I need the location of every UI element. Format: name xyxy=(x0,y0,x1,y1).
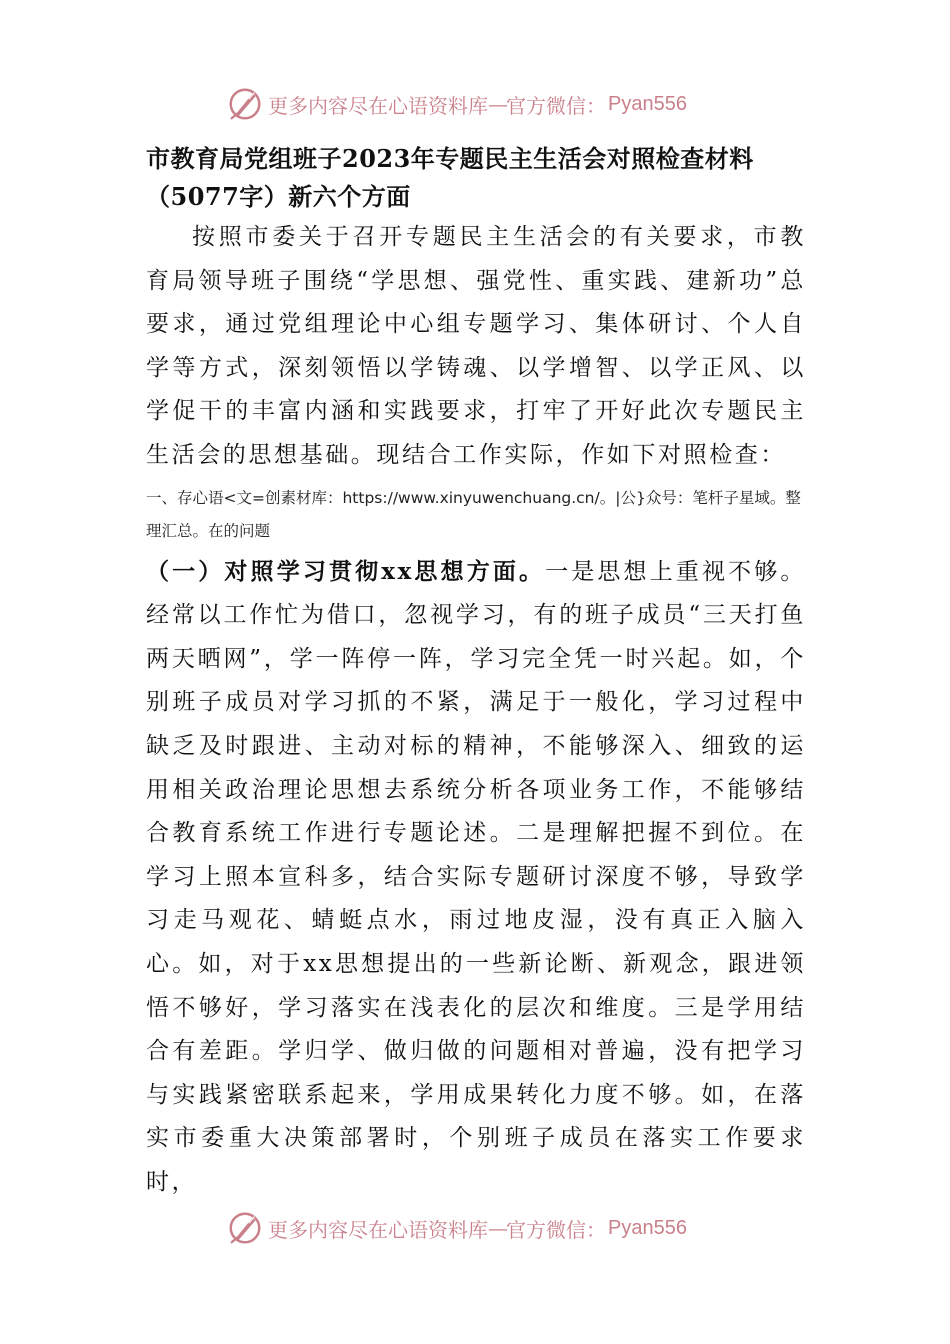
document-body xyxy=(146,140,806,1204)
body-text: 一是思想上重视不够。经常以工作忙为借口，忽视学习，有的班子成员“三天打鱼两天晒网”，学一阵停一阵，学习完全凭一时兴起。如，个别班子成员对学习抓的不紧，满足于一般化，学习过程中缺乏及时跟进、主动对标的精神，不能够深入、细致的运用相关政治理论思想去系统分析各项业务工作，不能够结合教育系统工作进行专题论述。二是理解把握不到位。在学习上照本宣科多，结合实际专题研讨深度不够，导致学习走马观花、蜻蜓点水，雨过地皮湿，没有真正入脑入心。如，对于xx思想提出的一些新论断、新观念，跟进领悟不够好，学习落实在浅表化的层次和维度。三是学用结合有差距。学归学、做归做的问题相对普遍，没有把学习与实践紧密联系起来，学用成果转化力度不够。如，在落实市委重大决策部署时，个别班子成员在落实工作要求时， xyxy=(146,558,807,1195)
banner-handle: Pyan556 xyxy=(608,92,687,115)
banner-dash: — xyxy=(488,1216,506,1240)
banner-handle: Pyan556 xyxy=(608,1216,687,1239)
banner-dash: — xyxy=(488,92,506,116)
banner-official: 官方微信： xyxy=(506,1217,606,1242)
footer-banner xyxy=(226,1208,687,1248)
body-paragraph xyxy=(146,550,806,1205)
quill-logo-icon xyxy=(226,1209,264,1247)
section-heading-line: 一、存心语<文=创素材库：https://www.xinyuwenchuang.cn/。|公}众号：笔杆子星域。整理汇总。在的问题 xyxy=(146,488,801,540)
document-title-line1: 市教育局党组班子2023年专题民主生活会对照检查材料 xyxy=(146,144,754,173)
sub-heading: （一）对照学习贯彻xx思想方面。 xyxy=(146,557,546,585)
banner-official: 官方微信： xyxy=(506,93,606,118)
document-title-line2: （5077字）新六个方面 xyxy=(146,182,411,211)
banner-text: 更多内容尽在心语资料库 xyxy=(268,93,488,118)
quill-logo-icon xyxy=(226,85,264,123)
intro-paragraph: 按照市委关于召开专题民主生活会的有关要求，市教育局领导班子围绕“学思想、强党性、重实践、建新功”总要求，通过党组理论中心组专题学习、集体研讨、个人自学等方式，深刻领悟以学铸魂、以学增智、以学正风、以学促干的丰富内涵和实践要求，打牢了开好此次专题民主生活会的思想基础。现结合工作实际，作如下对照检查： xyxy=(146,224,806,468)
banner-text: 更多内容尽在心语资料库 xyxy=(268,1217,488,1242)
header-banner xyxy=(226,84,687,124)
